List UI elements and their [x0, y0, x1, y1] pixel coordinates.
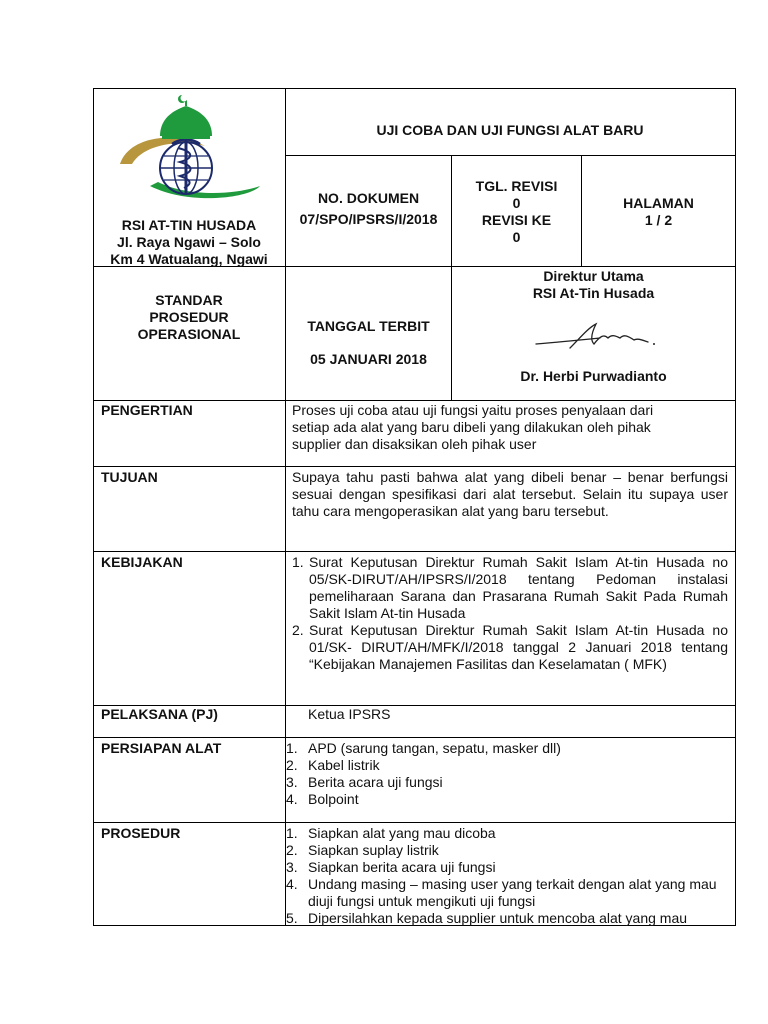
tanggal-terbit-label: TANGGAL TERBIT [307, 318, 430, 334]
list-item [286, 774, 728, 791]
list-item-number: 2. [292, 622, 304, 638]
list-item-number: 4. [286, 876, 298, 892]
list-item-text: Siapkan berita acara uji fungsi [308, 859, 496, 875]
halaman-value: 1 / 2 [644, 212, 673, 228]
table-border-top [93, 88, 736, 89]
list-item [286, 876, 728, 910]
director-signature [530, 318, 660, 354]
tujuan-text: Supaya tahu pasti bahwa alat yang dibeli benar – benar berfungsi sesuai dengan spesifikasi dari alat tersebut. Selain itu supaya user tahu cara mengoperasikan alat yang baru tersebut. [292, 469, 728, 519]
list-item-number: 5. [286, 910, 298, 926]
pengertian-line: setiap ada alat yang baru dibeli yang dilakukan oleh pihak [292, 419, 651, 435]
title-row-divider [285, 155, 735, 156]
no-dokumen-value: 07/SPO/IPSRS/I/2018 [299, 211, 438, 227]
list-item-text: Dipersilahkan kepada supplier untuk mencoba alat yang mau [308, 910, 688, 926]
list-item-text: Berita acara uji fungsi [308, 774, 443, 790]
list-item [286, 791, 728, 808]
pengertian-label: PENGERTIAN [101, 402, 193, 418]
pengertian-text [292, 402, 728, 453]
list-item-number: 3. [286, 859, 298, 875]
list-item [286, 825, 728, 842]
row-divider-kebijakan [93, 551, 736, 552]
spo-label-block [94, 292, 284, 343]
hospital-address-line2: Km 4 Watualang, Ngawi [110, 251, 268, 267]
list-item-text: Bolpoint [308, 791, 359, 807]
row-divider-prosedur [93, 822, 736, 823]
list-item-text: Surat Keputusan Direktur Rumah Sakit Islam At-tin Husada no 05/SK-DIRUT/AH/IPSRS/I/2018 tentang Pedoman instalasi pemeliharaan Sarana dan Prasarana Rumah Sakit Pada Rumah Sakit Islam At-tin Husada [309, 554, 728, 621]
list-item-number: 1. [286, 825, 298, 841]
list-item [287, 554, 728, 622]
list-item-number: 2. [286, 842, 298, 858]
hospital-name: RSI AT-TIN HUSADA [121, 217, 257, 233]
kebijakan-label: KEBIJAKAN [101, 554, 183, 570]
tgl-revisi-value: 0 [512, 195, 521, 211]
tanggal-terbit-value: 05 JANUARI 2018 [310, 351, 427, 367]
direktur-block [452, 268, 735, 302]
list-item [287, 622, 728, 673]
hospital-name-block [94, 217, 284, 268]
revisi-cell [452, 178, 581, 246]
list-item-number: 1. [286, 740, 298, 756]
kebijakan-list [287, 554, 728, 673]
list-item-number: 4. [286, 791, 298, 807]
tgl-revisi-label: TGL. REVISI [475, 178, 558, 194]
halaman-label: HALAMAN [623, 195, 694, 211]
list-item-number: 1. [292, 554, 304, 570]
no-dokumen-label: NO. DOKUMEN [317, 190, 420, 206]
list-item [286, 740, 728, 757]
list-item [286, 757, 728, 774]
persiapan-alat-label: PERSIAPAN ALAT [101, 740, 222, 756]
list-item-text: Undang masing – masing user yang terkait dengan alat yang mau diuji fungsi untuk mengikuti uji fungsi [308, 876, 717, 909]
pelaksana-label: PELAKSANA (PJ) [101, 706, 218, 722]
halaman-cell [582, 195, 735, 229]
direktur-title: Direktur Utama [543, 268, 644, 284]
direktur-name: Dr. Herbi Purwadianto [520, 368, 667, 384]
list-item [286, 910, 728, 927]
tanggal-terbit-cell [286, 318, 451, 368]
list-item-number: 3. [286, 774, 298, 790]
list-item-number: 2. [286, 757, 298, 773]
tujuan-label: TUJUAN [101, 469, 158, 485]
revisi-ke-label: REVISI KE [481, 212, 552, 228]
list-item-text: APD (sarung tangan, sepatu, masker dll) [308, 740, 561, 756]
list-item [286, 842, 728, 859]
list-item-text: Kabel listrik [308, 757, 380, 773]
table-border-right [735, 88, 736, 926]
pelaksana-value: Ketua IPSRS [308, 706, 391, 722]
persiapan-alat-list [286, 740, 728, 808]
hospital-logo [110, 94, 270, 206]
list-item-text: Surat Keputusan Direktur Rumah Sakit Islam At-tin Husada no 01/SK- DIRUT/AH/MFK/I/2018 tanggal 2 Januari 2018 tentang “Kebijakan Manajemen Fasilitas dan Keselamatan ( MFK) [309, 622, 728, 672]
pengertian-line: Proses uji coba atau uji fungsi yaitu proses penyalaan dari [292, 402, 654, 418]
document-title: UJI COBA DAN UJI FUNGSI ALAT BARU [376, 122, 644, 138]
list-item-text: Siapkan alat yang mau dicoba [308, 825, 496, 841]
no-dokumen-cell [286, 190, 451, 228]
direktur-institution: RSI At-Tin Husada [532, 285, 655, 301]
hospital-address-line1: Jl. Raya Ngawi – Solo [117, 234, 261, 250]
prosedur-list [286, 825, 728, 927]
row-divider-persiapan [93, 737, 736, 738]
revisi-ke-value: 0 [512, 229, 521, 245]
row-divider-tujuan [93, 466, 736, 467]
prosedur-label: PROSEDUR [101, 825, 181, 841]
row-divider-pengertian [93, 400, 736, 401]
list-item-text: Siapkan suplay listrik [308, 842, 439, 858]
spo-line2: PROSEDUR [149, 309, 229, 325]
table-border-left [93, 88, 94, 926]
list-item [286, 859, 728, 876]
spo-line1: STANDAR [155, 292, 223, 308]
pengertian-line: supplier dan disaksikan oleh pihak user [292, 436, 537, 452]
spo-line3: OPERASIONAL [137, 326, 241, 342]
